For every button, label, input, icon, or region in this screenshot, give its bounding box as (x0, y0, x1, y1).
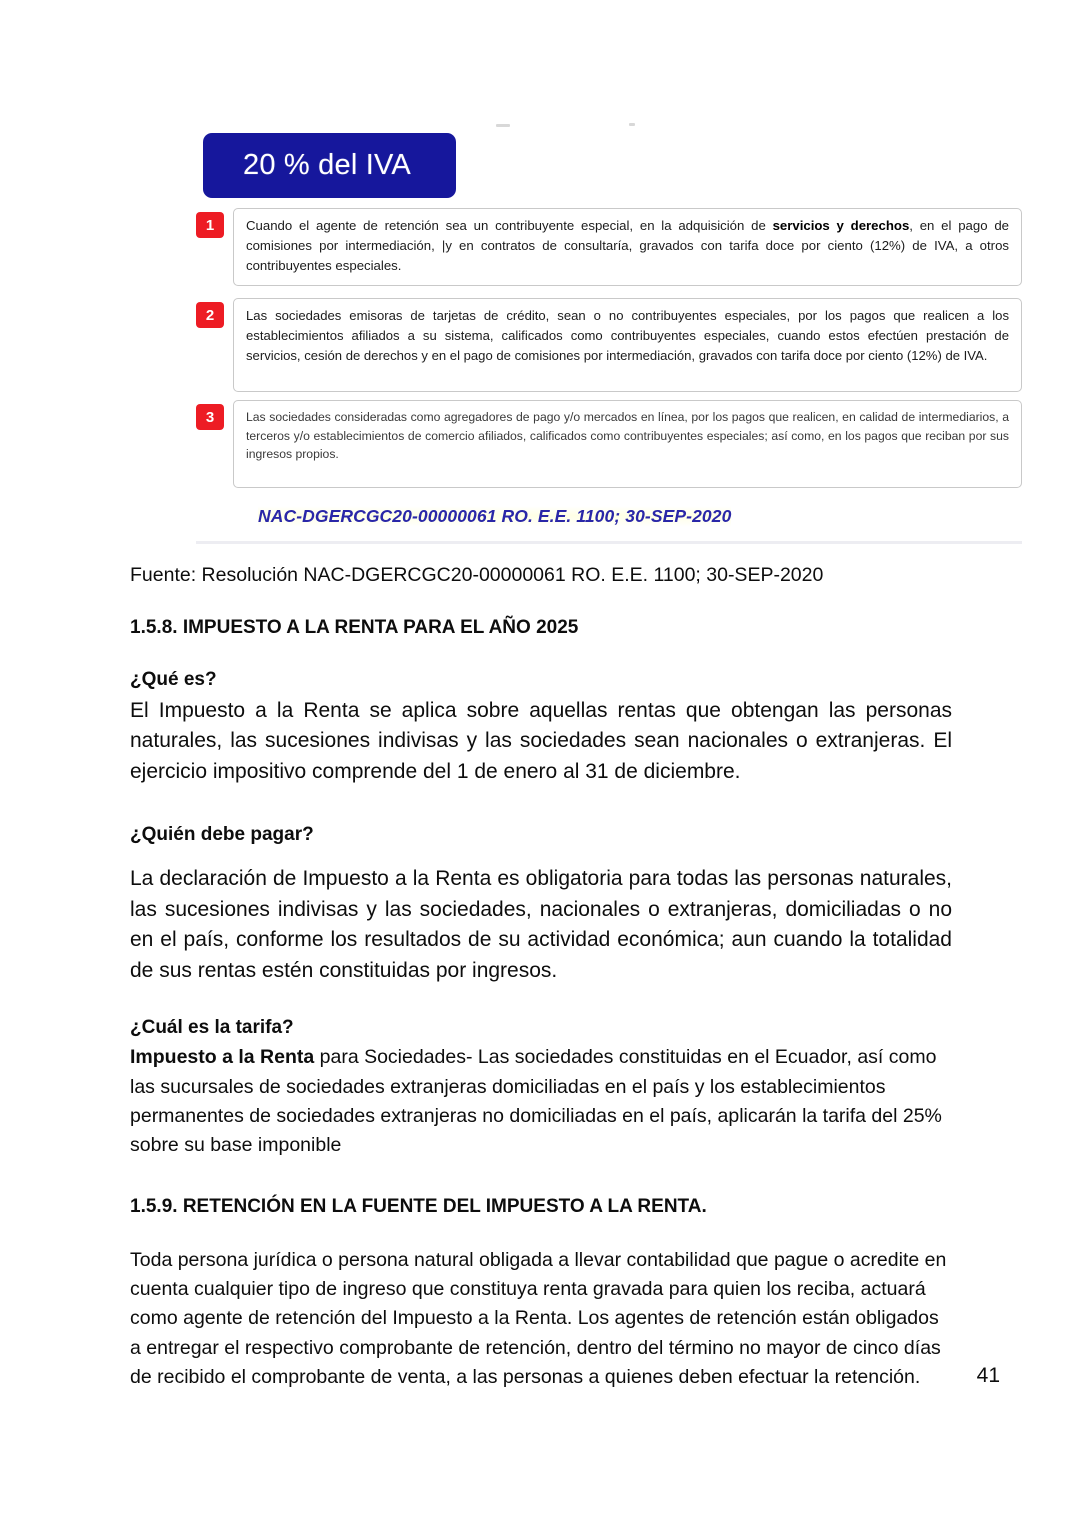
question-rate: ¿Cuál es la tarifa? (130, 1016, 294, 1038)
rule-text-before-bold: Cuando el agente de retención sea un contribuyente especial, en la adquisición de (246, 218, 773, 233)
page-number: 41 (976, 1364, 1000, 1387)
rule-text-box: Las sociedades emisoras de tarjetas de crédito, sean o no contribuyentes especiales, por los pagos que realicen a los establecimientos afiliados a su sistema, calificados como contribuyentes especiales, cuando estos efectúen prestación de servicios, cesión de derechos y en el pago de comisiones por intermediación, gravados con tarifa doce por ciento (12%) de IVA. (233, 298, 1022, 392)
embedded-figure-iva-retention (196, 110, 1022, 550)
paragraph-rate (130, 1043, 952, 1160)
rule-number-badge: 2 (196, 302, 224, 328)
spacer (130, 987, 952, 1015)
paragraph-rate-bold: Impuesto a la Renta (130, 1046, 315, 1069)
spacer (130, 850, 952, 864)
figure-rule-item (196, 400, 1022, 488)
question-who-pays: ¿Quién debe pagar? (130, 823, 314, 845)
rule-text-box (233, 208, 1022, 286)
scan-artifacts (496, 120, 856, 134)
rule-text-box: Las sociedades consideradas como agregadores de pago y/o mercados en línea, por los pagos que realicen, en calidad de intermediarios, a terceros y/o establecimientos de comercio afiliados, calificados como contribuyentes especiales; así como, en los pagos que reciban por sus ingresos propios. (233, 400, 1022, 488)
question-what-is: ¿Qué es? (130, 668, 217, 690)
scan-artifact-mark (629, 123, 635, 126)
source-citation: Fuente: Resolución NAC-DGERCGC20-00000061 RO. E.E. 1100; 30-SEP-2020 (130, 564, 824, 586)
figure-rule-item (196, 298, 1022, 392)
paragraph-who-pays: La declaración de Impuesto a la Renta es obligatoria para todas las personas naturales, las sucesiones indivisas y las sociedades, nacionales o extranjeras, domiciliadas o no en el país, conforme los resultados de su actividad económica; aun cuando la totalidad de sus rentas estén constituidas por ingresos. (130, 867, 952, 983)
figure-bottom-divider (196, 541, 1022, 544)
section-heading-1-5-9: 1.5.9. RETENCIÓN EN LA FUENTE DEL IMPUESTO A LA RENTA. (130, 1196, 707, 1218)
figure-rule-item (196, 208, 1022, 286)
rule-text-after-bold: , en el pago de comisiones por intermediación, |y en contratos de consultaría, gravados con tarifa doce por ciento (12%) de IVA, a otros contribuyentes especiales. (246, 218, 1009, 274)
scan-artifact-mark (496, 124, 510, 127)
resolution-reference-caption: NAC-DGERCGC20-00000061 RO. E.E. 1100; 30-SEP-2020 (258, 506, 732, 526)
paragraph-what-is: El Impuesto a la Renta se aplica sobre aquellas rentas que obtengan las personas naturales, las sucesiones indivisas y las sociedades sean nacionales o extranjeras. El ejercicio impositivo comprende del 1 de enero al 31 de diciembre. (130, 698, 952, 783)
section-heading-1-5-8: 1.5.8. IMPUESTO A LA RENTA PARA EL AÑO 2025 (130, 617, 579, 639)
document-body (130, 562, 952, 1392)
rule-text-bold: servicios y derechos (772, 218, 910, 233)
iva-percentage-badge (203, 133, 456, 198)
paragraph-retention-source: Toda persona jurídica o persona natural obligada a llevar contabilidad que pague o acredite en cuenta cualquier tipo de ingreso que constituya renta gravada para quien los reciba, actuará como agente de retención del Impuesto a la Renta. Los agentes de retención están obligados a entregar el respectivo comprobante de retención, dentro del término no mayor de cinco días de recibido el comprobante de venta, a las personas a quienes deben efectuar la retención. (130, 1248, 947, 1388)
paragraph-rate-rest: para Sociedades- Las sociedades constituidas en el Ecuador, así como las sucursales de sociedades extranjeras domiciliadas en el país y los establecimientos permanentes de sociedades extranjeras no domiciliadas en el país, aplicarán la tarifa del 25% sobre su base imponible (130, 1046, 942, 1157)
iva-badge-label: 20 % del IVA (243, 149, 411, 181)
spacer (130, 1160, 952, 1194)
rule-number-badge: 3 (196, 404, 224, 430)
spacer (130, 788, 952, 822)
rule-number-badge: 1 (196, 212, 224, 238)
